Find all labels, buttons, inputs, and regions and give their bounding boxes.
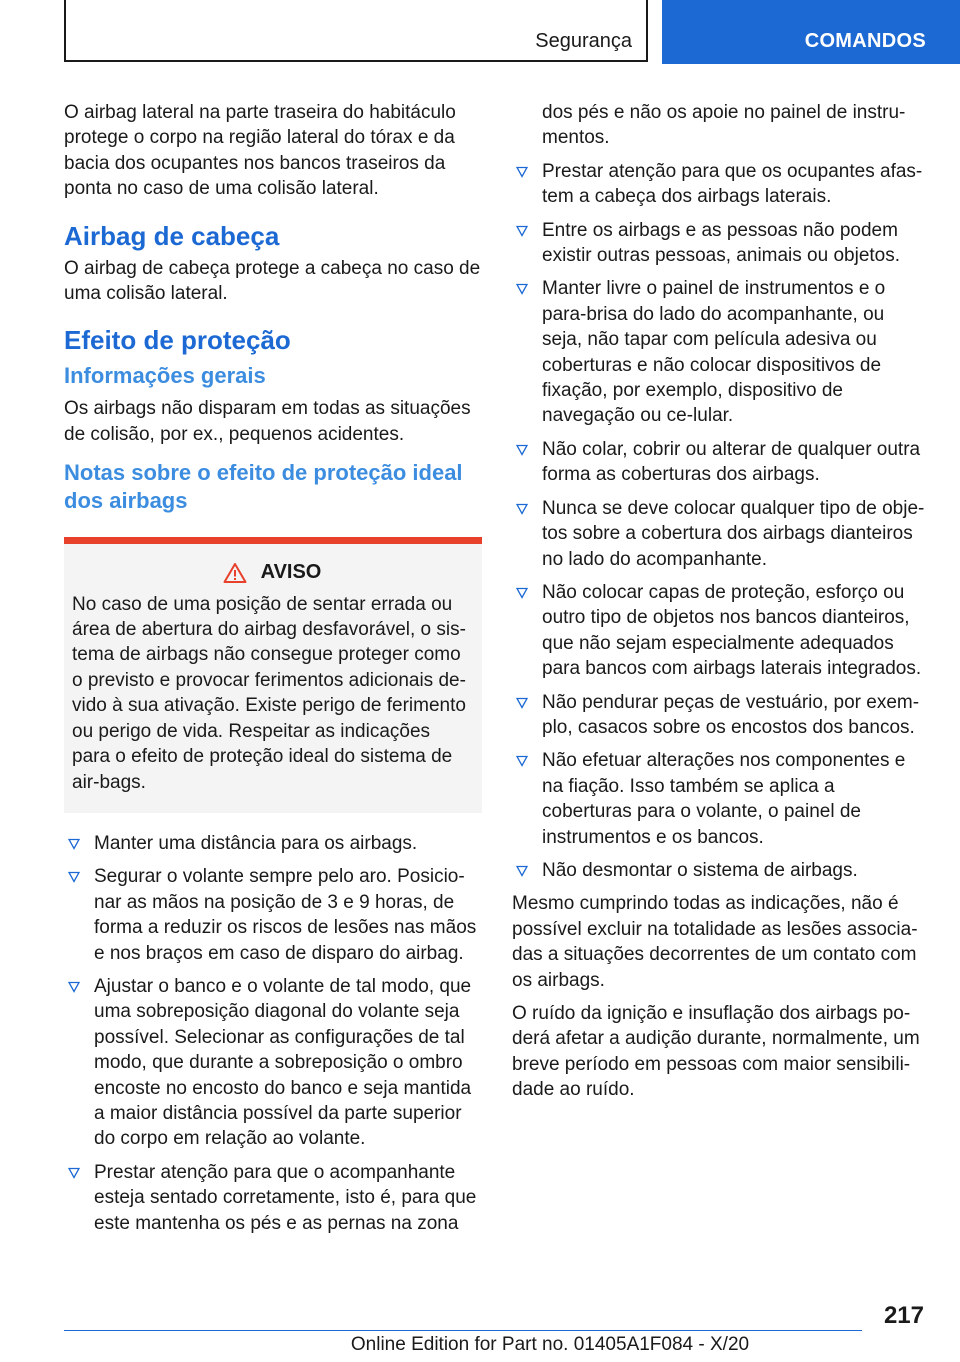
warning-rule xyxy=(64,537,482,544)
list-item: Não colocar capas de proteção, esforço ou outro tipo de objetos nos bancos dianteiros, que não sejam especialmente adequados para bancos com airbags laterais integrados. xyxy=(512,580,928,682)
continuation-text: dos pés e não os apoie no painel de instru-mentos. xyxy=(542,102,906,149)
triangle-bullet-icon xyxy=(516,225,528,237)
left-bullet-list xyxy=(64,831,482,1236)
warning-text: No caso de uma posição de sentar errada ou área de abertura do airbag desfavorável, o sis-tema de airbags não consegue proteger como o previsto e provocar ferimentos adicionais de-vido à sua ativação. Existe perigo de ferimento ou perigo de vida. Respeitar as indicações para o efeito de proteção ideal do sistema de air-bags. xyxy=(72,593,466,793)
list-item: Manter livre o painel de instrumentos e o para-brisa do lado do acompanhante, ou seja, não tapar com película adesiva ou coberturas e não colocar dispositivos de fixação, por exemplo, dispositivo de navegação ou ce-lular. xyxy=(512,276,928,428)
list-item: Não pendurar peças de vestuário, por exem-plo, casacos sobre os encostos dos bancos. xyxy=(512,690,928,741)
triangle-bullet-icon xyxy=(516,587,528,599)
page-number: 217 xyxy=(883,1302,924,1329)
footer-edition: Online Edition for Part no. 01405A1F084 - X/20 xyxy=(350,1334,750,1355)
paragraph-ruido: O ruído da ignição e insuflação dos airbags po-derá afetar a audição durante, normalmente, um breve período em pessoas com maior sensibili-dade ao ruído. xyxy=(512,1003,920,1101)
list-item: Ajustar o banco e o volante de tal modo, que uma sobreposição diagonal do volante seja possível. Selecionar as configurações de tal modo, que durante a sobreposição o ombro encoste no encosto do banco e seja mantida a maior distância possível da parte superior do corpo em relação ao volante. xyxy=(64,974,482,1152)
triangle-bullet-icon xyxy=(516,755,528,767)
list-item: Prestar atenção para que o acompanhante esteja sentado corretamente, isto é, para que este mantenha os pés e as pernas na zona xyxy=(64,1160,482,1236)
paragraph-airbag-cabeca: O airbag de cabeça protege a cabeça no caso de uma colisão lateral. xyxy=(64,257,481,305)
triangle-bullet-icon xyxy=(68,1167,80,1179)
right-bullet-list xyxy=(512,159,928,884)
list-item: Não efetuar alterações nos componentes e na fiação. Isso também se aplica a coberturas para o volante, o painel de instrumentos e os bancos. xyxy=(512,748,928,850)
triangle-bullet-icon xyxy=(68,871,80,883)
heading-informacoes-gerais: Informações gerais xyxy=(64,363,266,389)
header-section-box xyxy=(64,0,648,62)
list-item: Nunca se deve colocar qualquer tipo de obje-tos sobre a cobertura dos airbags dianteiros no lado do acompanhante. xyxy=(512,496,928,572)
list-item: Não desmontar o sistema de airbags. xyxy=(512,858,928,883)
heading-airbag-cabeca: Airbag de cabeça xyxy=(64,220,280,251)
right-column xyxy=(512,100,928,1111)
triangle-bullet-icon xyxy=(68,838,80,850)
left-column xyxy=(64,100,482,1244)
heading-notas-efeito: Notas sobre o efeito de proteção ideal dos airbags xyxy=(64,460,463,514)
header-section-title: Segurança xyxy=(535,30,632,52)
warning-header xyxy=(72,560,472,585)
header-chapter-tab[interactable] xyxy=(662,0,960,64)
triangle-bullet-icon xyxy=(516,166,528,178)
heading-efeito-protecao: Efeito de proteção xyxy=(64,325,291,356)
footer-rule xyxy=(64,1330,862,1331)
list-item: Entre os airbags e as pessoas não podem existir outras pessoas, animais ou objetos. xyxy=(512,218,928,269)
triangle-bullet-icon xyxy=(68,981,80,993)
triangle-bullet-icon xyxy=(516,444,528,456)
warning-title: AVISO xyxy=(260,561,322,584)
paragraph-informacoes-gerais: Os airbags não disparam em todas as situações de colisão, por ex., pequenos acidentes. xyxy=(64,398,471,445)
paragraph-indicacoes: Mesmo cumprindo todas as indicações, não é possível excluir na totalidade as lesões associa-das a situações decorrentes de um contato com os airbags. xyxy=(512,893,918,991)
list-item: Manter uma distância para os airbags. xyxy=(64,831,482,856)
triangle-bullet-icon xyxy=(516,865,528,877)
header-chapter-title: COMANDOS xyxy=(804,30,926,52)
triangle-bullet-icon xyxy=(516,503,528,515)
triangle-bullet-icon xyxy=(516,283,528,295)
triangle-bullet-icon xyxy=(516,697,528,709)
intro-paragraph: O airbag lateral na parte traseira do habitáculo protege o corpo na região lateral do tórax e da bacia dos ocupantes nos bancos traseiros da ponta no caso de uma colisão lateral. xyxy=(64,102,456,200)
list-item: Segurar o volante sempre pelo aro. Posicio-nar as mãos na posição de 3 e 9 horas, de forma a reduzir os riscos de lesões nas mãos e nos braços em caso de disparo do airbag. xyxy=(64,864,482,966)
warning-box xyxy=(64,544,482,813)
warning-triangle-icon xyxy=(223,562,247,584)
list-item: Não colar, cobrir ou alterar de qualquer outra forma as coberturas dos airbags. xyxy=(512,437,928,488)
list-item: Prestar atenção para que os ocupantes afas-tem a cabeça dos airbags laterais. xyxy=(512,159,928,210)
